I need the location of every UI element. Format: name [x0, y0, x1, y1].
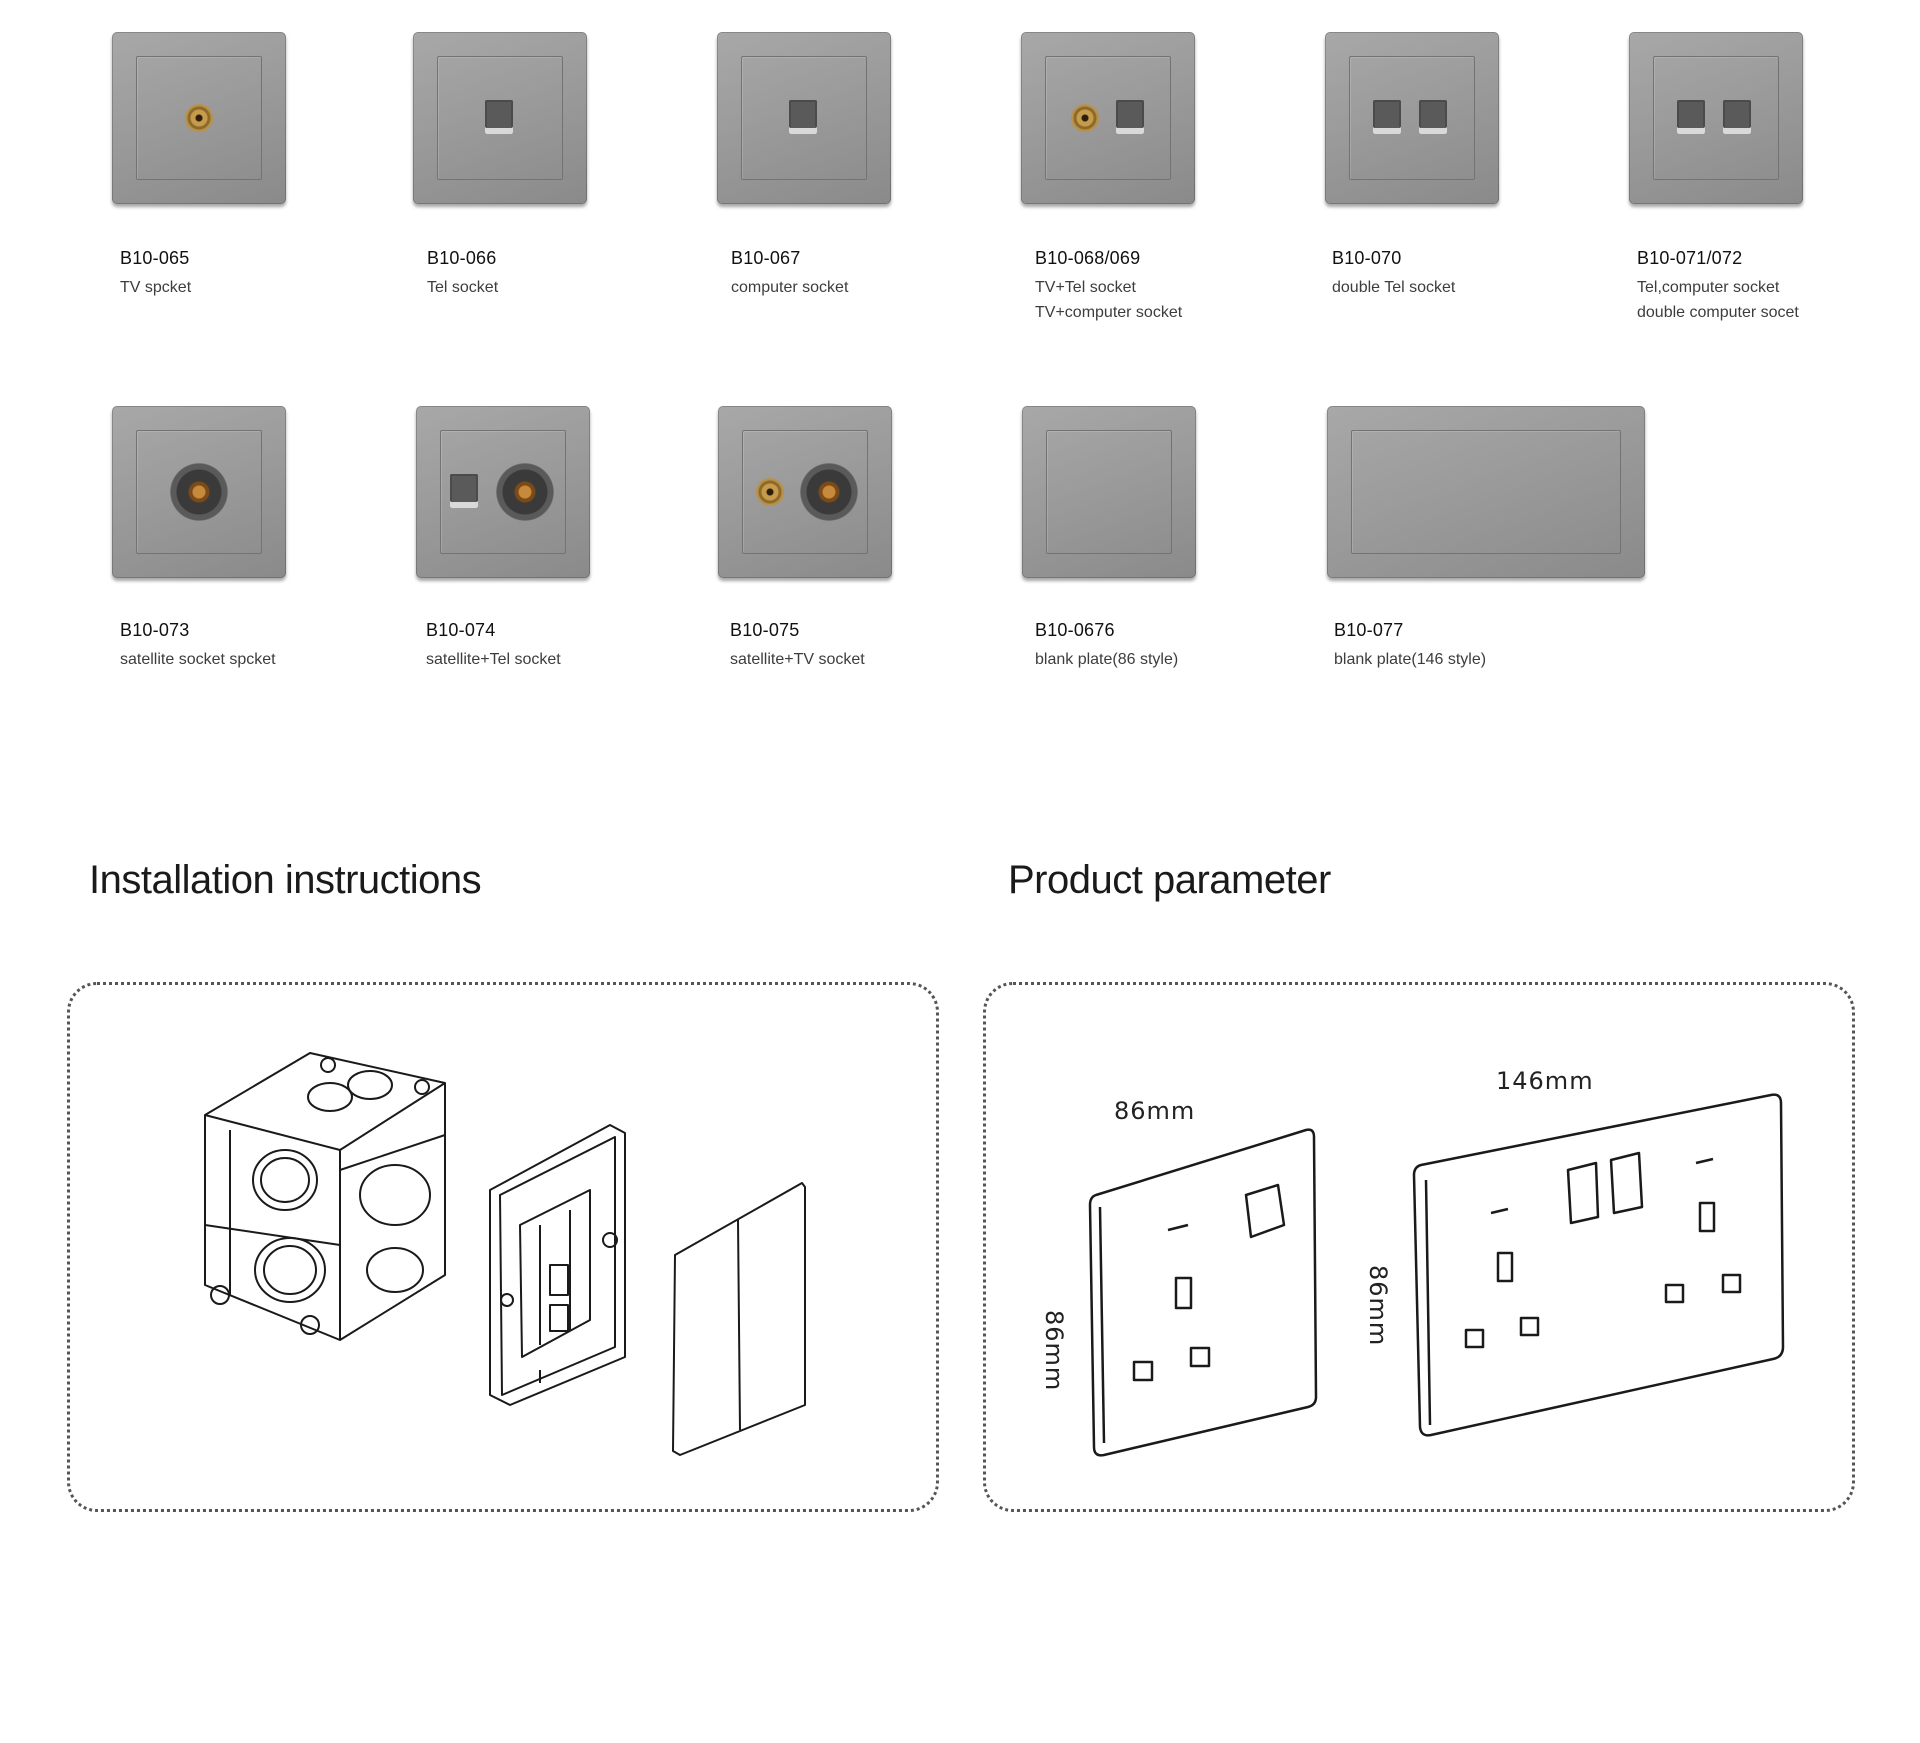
tel-port-icon	[1373, 100, 1401, 134]
double-socket-icon	[1414, 1095, 1783, 1436]
installation-diagram	[70, 985, 942, 1515]
product-desc: TV+computer socket	[1035, 304, 1183, 321]
product-code: B10-066	[427, 248, 497, 268]
product-card[interactable]	[1022, 406, 1322, 696]
tel-port-icon	[485, 100, 513, 134]
product-code: B10-074	[426, 620, 496, 640]
tel-port-icon	[450, 474, 478, 508]
product-card[interactable]	[112, 32, 412, 332]
dimension-diagram	[986, 985, 1858, 1515]
product-image	[1325, 32, 1499, 204]
product-desc: Tel,computer socket	[1637, 279, 1780, 296]
product-desc: satellite socket spcket	[120, 651, 276, 668]
installation-panel	[67, 982, 939, 1512]
product-grid	[0, 0, 1920, 720]
parameter-panel	[983, 982, 1855, 1512]
product-desc: satellite+Tel socket	[426, 651, 561, 668]
product-image	[112, 32, 286, 204]
product-code: B10-068/069	[1035, 248, 1141, 268]
tel-port-icon	[1116, 100, 1144, 134]
product-card[interactable]	[1327, 406, 1657, 696]
tv-port-icon	[756, 478, 784, 506]
product-card[interactable]	[717, 32, 1017, 332]
product-card[interactable]	[1021, 32, 1321, 332]
product-code: B10-077	[1334, 620, 1404, 640]
product-image	[1022, 406, 1196, 578]
product-card[interactable]	[112, 406, 412, 696]
single-socket-icon	[1090, 1130, 1316, 1456]
product-card[interactable]	[1629, 32, 1919, 332]
product-image	[1021, 32, 1195, 204]
parameter-title: Product parameter	[1008, 858, 1331, 902]
product-card[interactable]	[413, 32, 713, 332]
product-desc: double Tel socket	[1332, 279, 1456, 296]
tv-port-icon	[1071, 104, 1099, 132]
product-card[interactable]	[416, 406, 716, 696]
product-desc: TV+Tel socket	[1035, 279, 1136, 296]
product-desc: double computer socet	[1637, 304, 1799, 321]
product-desc: blank plate(146 style)	[1334, 651, 1487, 668]
large-width-label: 146mm	[1496, 1067, 1594, 1095]
tv-port-icon	[185, 104, 213, 132]
computer-port-icon	[789, 100, 817, 134]
product-code: B10-073	[120, 620, 190, 640]
product-image	[416, 406, 590, 578]
product-image	[413, 32, 587, 204]
product-desc: Tel socket	[427, 279, 499, 296]
satellite-port-icon	[170, 463, 228, 521]
mounting-box-icon	[205, 1053, 445, 1340]
product-image	[1629, 32, 1803, 204]
product-code: B10-070	[1332, 248, 1402, 268]
small-height-label: 86mm	[1040, 1310, 1068, 1392]
product-code: B10-0676	[1035, 620, 1115, 640]
tel-port-icon	[1677, 100, 1705, 134]
product-card[interactable]	[1325, 32, 1625, 332]
product-image	[112, 406, 286, 578]
product-code: B10-065	[120, 248, 190, 268]
tel-port-icon	[1419, 100, 1447, 134]
product-image	[718, 406, 892, 578]
product-desc: satellite+TV socket	[730, 651, 865, 668]
product-code: B10-071/072	[1637, 248, 1743, 268]
product-desc: blank plate(86 style)	[1035, 651, 1179, 668]
product-code: B10-075	[730, 620, 800, 640]
installation-title: Installation instructions	[89, 858, 482, 902]
small-width-label: 86mm	[1114, 1097, 1196, 1125]
large-height-label: 86mm	[1364, 1265, 1392, 1347]
switch-base-icon	[490, 1125, 625, 1405]
product-desc: TV spcket	[120, 279, 192, 296]
product-card[interactable]	[718, 406, 1018, 696]
satellite-port-icon	[800, 463, 858, 521]
product-code: B10-067	[731, 248, 801, 268]
product-desc: computer socket	[731, 279, 849, 296]
computer-port-icon	[1723, 100, 1751, 134]
cover-plate-icon	[673, 1183, 805, 1455]
product-image	[1327, 406, 1645, 578]
product-image	[717, 32, 891, 204]
satellite-port-icon	[496, 463, 554, 521]
